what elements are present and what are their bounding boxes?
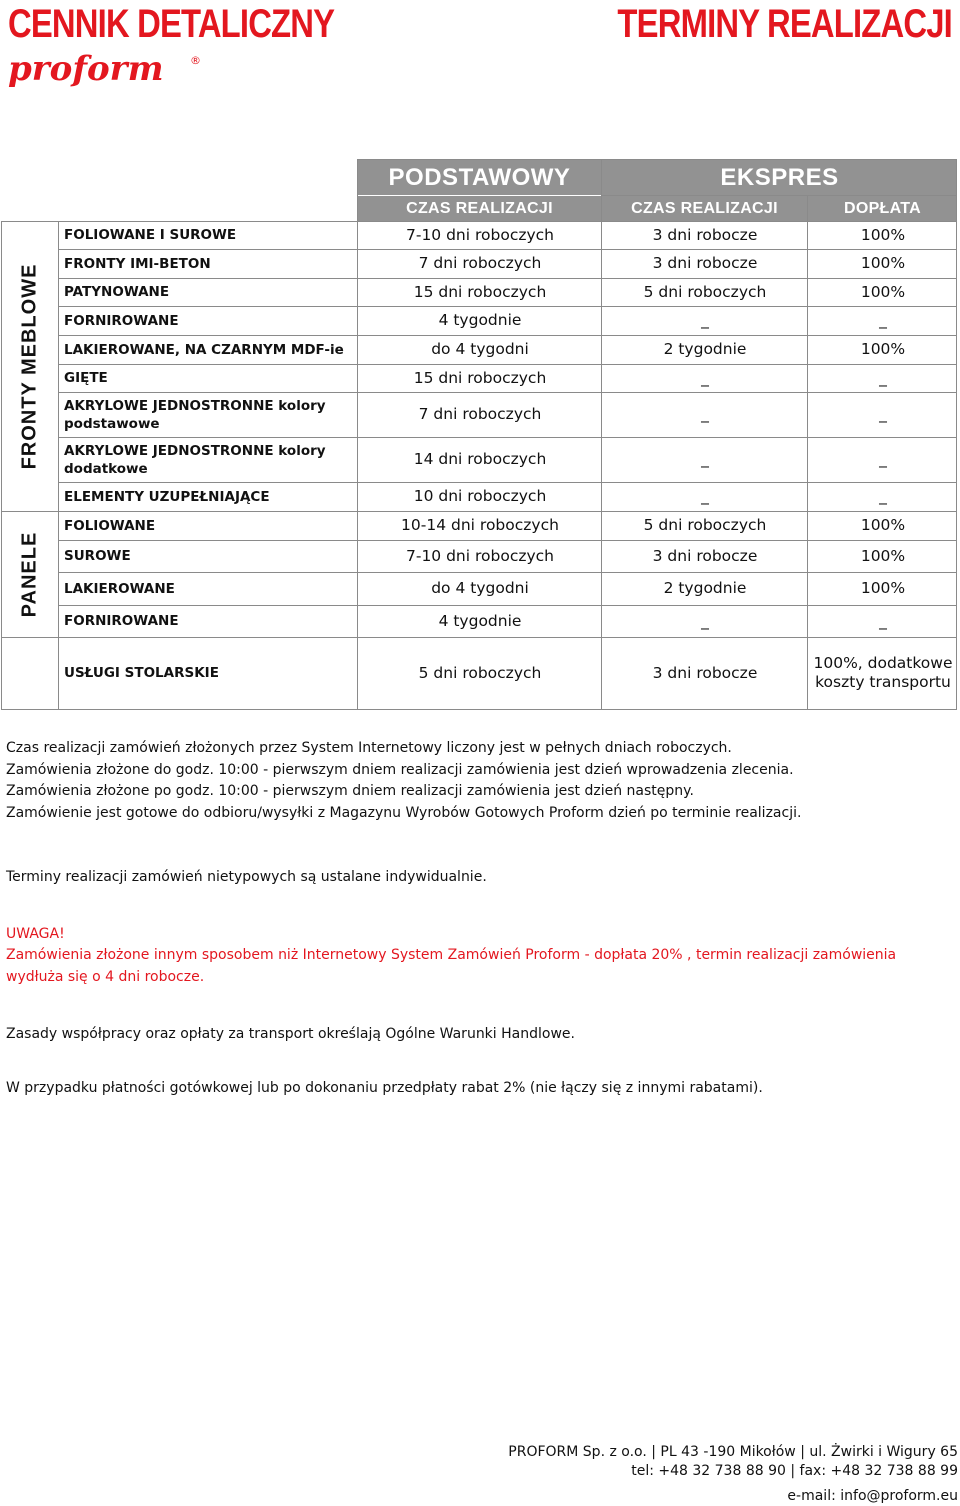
row-label: SUROWE bbox=[64, 548, 131, 564]
standard-time-cell: 7-10 dni roboczych bbox=[405, 225, 554, 244]
surcharge-cell: _ bbox=[879, 450, 887, 468]
row-label: FOLIOWANE bbox=[64, 517, 156, 534]
grid-line bbox=[58, 306, 957, 307]
footer-address: PROFORM Sp. z o.o. | PL 43 -190 Mikołów | ul. Żwirki i Wigury 65 bbox=[508, 1444, 958, 1460]
notes-section bbox=[6, 738, 946, 1099]
express-time-cell: _ bbox=[701, 368, 709, 387]
row-label: PATYNOWANE bbox=[64, 284, 170, 300]
express-time-cell: 2 tygodnie bbox=[663, 340, 747, 358]
note-line: Zamówienie jest gotowe do odbioru/wysyłki z Magazynu Wyrobów Gotowych Proform dzień po terminie realizacji. bbox=[6, 804, 802, 821]
grid-line bbox=[956, 159, 957, 709]
surcharge-cell: _ bbox=[879, 405, 887, 423]
header-standard: PODSTAWOWY bbox=[358, 159, 601, 195]
grid-line bbox=[1, 637, 957, 638]
row-label: USŁUGI STOLARSKIE bbox=[64, 665, 219, 681]
grid-line bbox=[601, 159, 602, 709]
row-label: AKRYLOWE JEDNOSTRONNE kolory dodatkowe bbox=[64, 442, 326, 477]
section-title: TERMINY REALIZACJI bbox=[617, 2, 952, 46]
surcharge-cell: 100% bbox=[860, 225, 906, 244]
standard-time-cell: 10-14 dni roboczych bbox=[401, 516, 559, 534]
row-label: FRONTY IMI-BETON bbox=[64, 255, 211, 272]
express-time-cell: _ bbox=[701, 487, 709, 505]
surcharge-cell: 100%, dodatkowe koszty transportu bbox=[813, 654, 953, 691]
logo-registered-mark: ® bbox=[190, 54, 201, 67]
footer-phone: tel: +48 32 738 88 90 | fax: +48 32 738 88 99 bbox=[631, 1463, 958, 1479]
logo-text: proform bbox=[8, 50, 164, 89]
standard-time-cell: do 4 tygodni bbox=[431, 579, 529, 597]
express-time-cell: 3 dni robocze bbox=[652, 254, 758, 272]
grid-line bbox=[807, 195, 808, 709]
note-line: Czas realizacji zamówień złożonych przez System Internetowy liczony jest w pełnych dniach roboczych. bbox=[6, 740, 732, 756]
express-time-cell: 5 dni roboczych bbox=[643, 282, 767, 301]
surcharge-cell: 100% bbox=[860, 282, 906, 301]
grid-line bbox=[601, 195, 957, 196]
row-label: AKRYLOWE JEDNOSTRONNE kolory podstawowe bbox=[64, 397, 326, 432]
standard-time-cell: 7 dni roboczych bbox=[418, 405, 542, 423]
express-time-cell: 5 dni roboczych bbox=[643, 516, 767, 534]
section-label-fronty bbox=[2, 221, 58, 511]
grid-line bbox=[58, 392, 957, 393]
surcharge-cell: _ bbox=[879, 611, 887, 630]
grid-line bbox=[58, 482, 957, 483]
row-label: FORNIROWANE bbox=[64, 312, 179, 329]
grid-line bbox=[58, 605, 957, 606]
standard-time-cell: 4 tygodnie bbox=[438, 311, 522, 329]
express-time-cell: _ bbox=[701, 450, 709, 468]
express-time-cell: _ bbox=[701, 611, 709, 630]
warning-title: UWAGA! bbox=[6, 925, 65, 942]
header-standard-time: CZAS REALIZACJI bbox=[358, 196, 601, 221]
standard-time-cell: 15 dni roboczych bbox=[413, 282, 547, 301]
row-label: FOLIOWANE I SUROWE bbox=[64, 227, 237, 243]
surcharge-cell: 100% bbox=[860, 340, 906, 358]
grid-line bbox=[58, 364, 957, 365]
grid-line bbox=[1, 221, 957, 222]
delivery-times-table bbox=[0, 0, 960, 712]
grid-line bbox=[58, 335, 957, 336]
grid-line bbox=[58, 249, 957, 250]
note-line: Zamówienia złożone do godz. 10:00 - pierwszym dniem realizacji zamówienia jest dzień wprowadzenia zlecenia. bbox=[6, 761, 794, 778]
header-surcharge: DOPŁATA bbox=[808, 196, 957, 221]
header-express: EKSPRES bbox=[602, 159, 957, 195]
section-label-fronty-text: FRONTY MEBLOWE bbox=[18, 263, 41, 469]
standard-time-cell: do 4 tygodni bbox=[431, 340, 529, 358]
grid-line bbox=[1, 511, 957, 512]
row-label: LAKIEROWANE bbox=[64, 580, 175, 597]
surcharge-cell: 100% bbox=[860, 546, 906, 565]
surcharge-cell: 100% bbox=[860, 516, 906, 534]
express-time-cell: 3 dni robocze bbox=[652, 225, 758, 244]
row-label: GIĘTE bbox=[64, 370, 108, 386]
express-time-cell: 2 tygodnie bbox=[663, 579, 747, 597]
note-terms: Zasady współpracy oraz opłaty za transport określają Ogólne Warunki Handlowe. bbox=[6, 1026, 575, 1042]
grid-line bbox=[58, 540, 957, 541]
express-time-cell: 3 dni robocze bbox=[652, 663, 758, 682]
grid-line bbox=[58, 437, 957, 438]
surcharge-cell: _ bbox=[879, 487, 887, 505]
row-label: FORNIROWANE bbox=[64, 613, 179, 629]
footer-email[interactable]: e-mail: info@proform.eu bbox=[787, 1488, 958, 1504]
grid-line bbox=[357, 159, 358, 709]
grid-line bbox=[58, 572, 957, 573]
standard-time-cell: 14 dni roboczych bbox=[413, 450, 547, 468]
row-label: ELEMENTY UZUPEŁNIAJĄCE bbox=[64, 488, 270, 505]
surcharge-cell: _ bbox=[879, 368, 887, 387]
standard-time-cell: 15 dni roboczych bbox=[413, 368, 547, 387]
header-express-time: CZAS REALIZACJI bbox=[602, 196, 807, 221]
warning-text: Zamówienia złożone innym sposobem niż Internetowy System Zamówień Proform - dopłata 20% , termin realizacji zamówienia wydłuża się o 4 dni robocze. bbox=[6, 947, 897, 985]
note-line: Zamówienia złożone po godz. 10:00 - pierwszym dniem realizacji zamówienia jest dzień następny. bbox=[6, 783, 694, 799]
standard-time-cell: 5 dni roboczych bbox=[418, 663, 542, 682]
standard-time-cell: 7-10 dni roboczych bbox=[405, 546, 554, 565]
surcharge-cell: 100% bbox=[860, 579, 906, 597]
section-label-panele bbox=[2, 511, 58, 637]
surcharge-cell: 100% bbox=[860, 254, 906, 272]
grid-line bbox=[58, 278, 957, 279]
grid-line bbox=[1, 221, 2, 709]
section-label-panele-text: PANELE bbox=[18, 531, 41, 617]
note-discount: W przypadku płatności gotówkowej lub po dokonaniu przedpłaty rabat 2% (nie łączy się z innymi rabatami). bbox=[6, 1079, 763, 1096]
express-time-cell: _ bbox=[701, 405, 709, 423]
standard-time-cell: 4 tygodnie bbox=[438, 611, 522, 630]
grid-line bbox=[1, 709, 957, 710]
standard-time-cell: 10 dni roboczych bbox=[413, 487, 547, 505]
express-time-cell: _ bbox=[701, 311, 709, 329]
row-label: LAKIEROWANE, NA CZARNYM MDF-ie bbox=[64, 341, 344, 358]
standard-time-cell: 7 dni roboczych bbox=[418, 254, 542, 272]
surcharge-cell: _ bbox=[879, 311, 887, 329]
document-title: CENNIK DETALICZNY bbox=[8, 2, 335, 46]
grid-line bbox=[58, 221, 59, 709]
express-time-cell: 3 dni robocze bbox=[652, 546, 758, 565]
footer-contact bbox=[508, 1443, 958, 1506]
note-nonstandard: Terminy realizacji zamówień nietypowych są ustalane indywidualnie. bbox=[6, 869, 487, 885]
grid-line bbox=[357, 159, 957, 160]
